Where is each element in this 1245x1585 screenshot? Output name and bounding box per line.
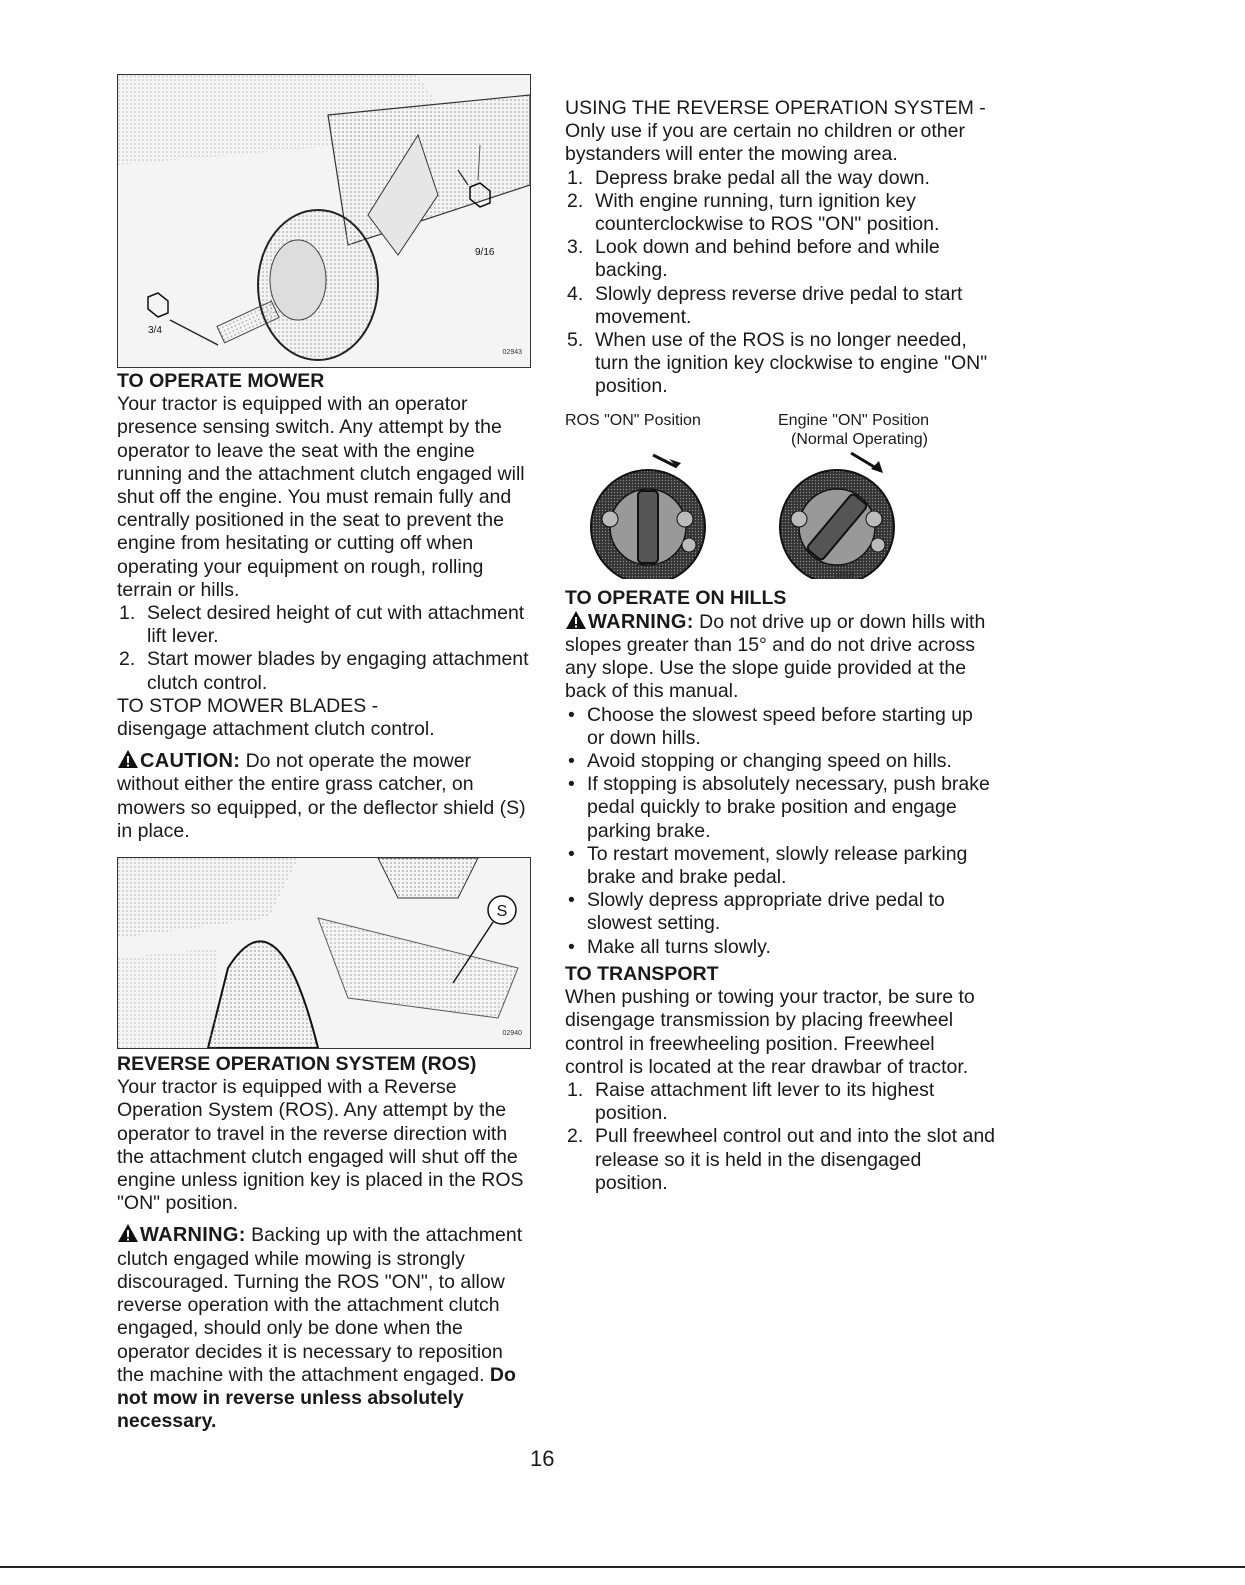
heading-ros: REVERSE OPERATION SYSTEM (ROS) [117,1053,477,1076]
list-item [565,843,995,889]
bullet-text: Make all turns slowly. [587,935,771,958]
warning-text: Backing up with the attachment clutch engaged while mowing is strongly discouraged. Turning the ROS "ON", to allow reverse operation with the attachment clutch engaged, should only be done when the operator decides it is necessary to reposition the machine with the attachment engaged. [117,1224,523,1386]
bullet-icon: • [568,842,575,865]
step-number: 1. [567,166,584,189]
transport-text: When pushing or towing your tractor, be sure to disengage transmission by placing freewheel control in freewheeling position. Freewheel control is located at the rear drawbar of tractor. [565,986,975,1078]
deflector-shield-illustration [118,858,530,1048]
page-number: 16 [530,1446,555,1471]
warning-triangle-icon [565,610,587,630]
warning-text: Do not drive up or down hills with slopes greater than 15° and do not drive across any slope. Use the slope guide provided at the back of this manual. [565,610,986,703]
caution-text: Do not operate the mower without either the entire grass catcher, on mowers so equipped, or the deflector shield (S) in place. [117,750,526,842]
figure-code: 02940 [502,1029,522,1037]
heading-hills: TO OPERATE ON HILLS [565,586,787,609]
list-item [565,167,995,190]
operate-mower-intro: Your tractor is equipped with an operator presence sensing switch. Any attempt by the operator to leave the seat with the engine running and the attachment clutch engaged will shut off the engine. You must remain fully and centrally positioned in the seat to prevent the engine from hesitating or cutting off when operating your equipment on rough, rolling terrain or hills. [117,393,525,601]
bullet-text: To restart movement, slowly release parking brake and brake pedal. [587,842,968,889]
wrench-size-916: 9/16 [475,247,495,258]
step-number: 3. [567,236,584,259]
hills-bullets [565,704,995,959]
list-item [565,750,995,773]
bullet-icon: • [568,889,575,912]
bullet-icon: • [568,773,575,796]
step-number: 2. [567,1125,584,1148]
list-item [565,936,995,959]
caution-label: CAUTION: [140,750,241,773]
list-item [565,236,995,282]
step-text: Start mower blades by engaging attachment clutch control. [147,648,529,694]
engine-on-switch [780,453,894,579]
list-item [565,1125,995,1195]
step-text: Raise attachment lift lever to its highest position. [595,1078,935,1125]
step-number: 1. [119,602,136,625]
list-item [117,648,532,694]
step-text: Depress brake pedal all the way down. [595,166,930,189]
wheel-bolts-illustration [118,75,530,367]
list-item [565,704,995,750]
step-text: Slowly depress reverse drive pedal to start movement. [595,282,963,328]
bullet-icon: • [568,750,575,773]
using-ros-steps [565,167,995,399]
bullet-text: If stopping is absolutely necessary, push brake pedal quickly to brake position and engage parking brake. [587,773,990,842]
operate-mower-steps [117,602,532,695]
hills-warning-paragraph [565,610,995,704]
left-column [117,74,532,1433]
shield-label-s: S [496,903,508,921]
step-text: When use of the ROS is no longer needed, turn the ignition key clockwise to engine "ON" position. [595,329,988,398]
bullet-text: Slowly depress appropriate drive pedal to slowest setting. [587,889,945,935]
list-item [565,329,995,399]
figure-deflector-shield [117,857,531,1049]
list-item [565,889,995,935]
warning-label: WARNING: [140,1224,246,1247]
step-number: 2. [567,189,584,212]
warning-bold-text: Do not mow in reverse unless absolutely necessary. [117,1363,516,1433]
warning-triangle-icon [117,1223,139,1243]
figure-code: 02025 [835,571,855,579]
figure-wheel-bolts [117,74,531,368]
bullet-icon: • [568,935,575,958]
step-number: 5. [567,329,584,352]
step-text: Select desired height of cut with attachment lift lever. [147,602,525,648]
ros-warning-paragraph [117,1223,532,1433]
stop-blades-text: disengage attachment clutch control. [117,718,435,741]
list-item [565,190,995,236]
engine-position-label: Engine "ON" Position [778,411,929,429]
list-item [565,1079,995,1125]
step-text: With engine running, turn ignition key counterclockwise to ROS "ON" position. [595,189,940,236]
heading-operate-mower: TO OPERATE MOWER [117,370,325,392]
step-number: 1. [567,1078,584,1101]
right-column [565,97,995,1195]
figure-code: 02943 [502,348,522,356]
bullet-text: Avoid stopping or changing speed on hills. [587,750,952,773]
ros-position-label: ROS "ON" Position [565,411,701,429]
ros-text: Your tractor is equipped with a Reverse Operation System (ROS). Any attempt by the operator to travel in the reverse direction with the attachment clutch engaged will shut off the engine unless ignition key is placed in the ROS "ON" position. [117,1076,524,1215]
step-text: Look down and behind before and while backing. [595,236,940,282]
warning-triangle-icon [117,749,139,769]
engine-position-sublabel: (Normal Operating) [791,430,928,448]
list-item [565,283,995,329]
ros-on-switch [591,455,705,579]
ignition-key-positions [565,407,995,577]
heading-using-ros: USING THE REVERSE OPERATION SYSTEM - [565,97,986,119]
ignition-switch-illustrations [565,449,965,579]
transport-steps [565,1079,995,1195]
heading-transport: TO TRANSPORT [565,962,719,985]
using-ros-intro: Only use if you are certain no children or other bystanders will enter the mowing area. [565,120,965,166]
bullet-text: Choose the slowest speed before starting up or down hills. [587,703,973,749]
heading-stop-blades: TO STOP MOWER BLADES - [117,694,379,717]
wrench-size-34: 3/4 [148,325,162,336]
step-number: 4. [567,282,584,305]
warning-label: WARNING: [588,610,694,633]
bottom-rule [0,1566,1245,1568]
list-item [117,602,532,648]
list-item [565,773,995,843]
caution-paragraph [117,749,532,843]
step-text: Pull freewheel control out and into the slot and release so it is held in the disengaged position. [595,1125,996,1194]
step-number: 2. [119,648,136,671]
bullet-icon: • [568,703,575,726]
